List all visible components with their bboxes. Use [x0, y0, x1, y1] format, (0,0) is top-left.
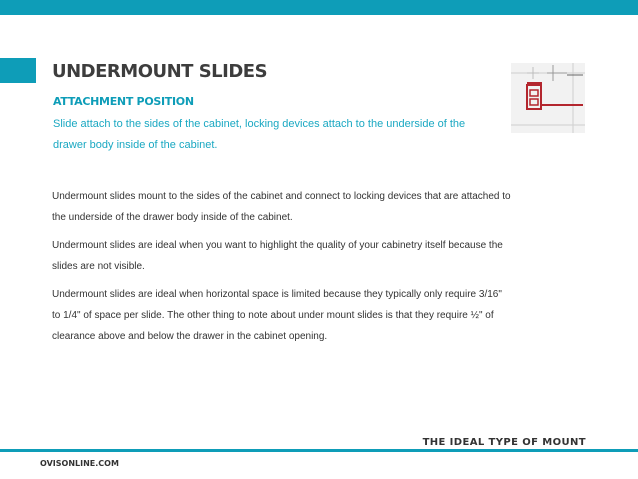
- slide-attachment-diagram-icon: [511, 63, 585, 133]
- footer-divider: [0, 449, 638, 452]
- body-text: [52, 186, 512, 354]
- body-paragraph: Undermount slides are ideal when horizontal space is limited because they typically only require 3/16" to 1/4" of space per slide. The other thing to note about under mount slides is that they require ½" of clearance above and below the drawer in the cabinet opening.: [52, 289, 502, 342]
- intro-text: Slide attach to the sides of the cabinet, locking devices attach to the underside of the drawer body inside of the cabinet.: [53, 118, 466, 151]
- top-accent-bar: [0, 0, 638, 15]
- title-accent-block: [0, 58, 36, 83]
- page-title: UNDERMOUNT SLIDES: [52, 61, 268, 82]
- footer-website: OVISONLINE.COM: [40, 459, 119, 468]
- body-paragraph: Undermount slides are ideal when you want to highlight the quality of your cabinetry itself because the slides are not visible.: [52, 240, 503, 272]
- section-subtitle: ATTACHMENT POSITION: [53, 95, 194, 108]
- footer-caption: THE IDEAL TYPE OF MOUNT: [417, 437, 586, 448]
- body-paragraph: Undermount slides mount to the sides of the cabinet and connect to locking devices that are attached to the underside of the drawer body inside of the cabinet.: [52, 191, 511, 223]
